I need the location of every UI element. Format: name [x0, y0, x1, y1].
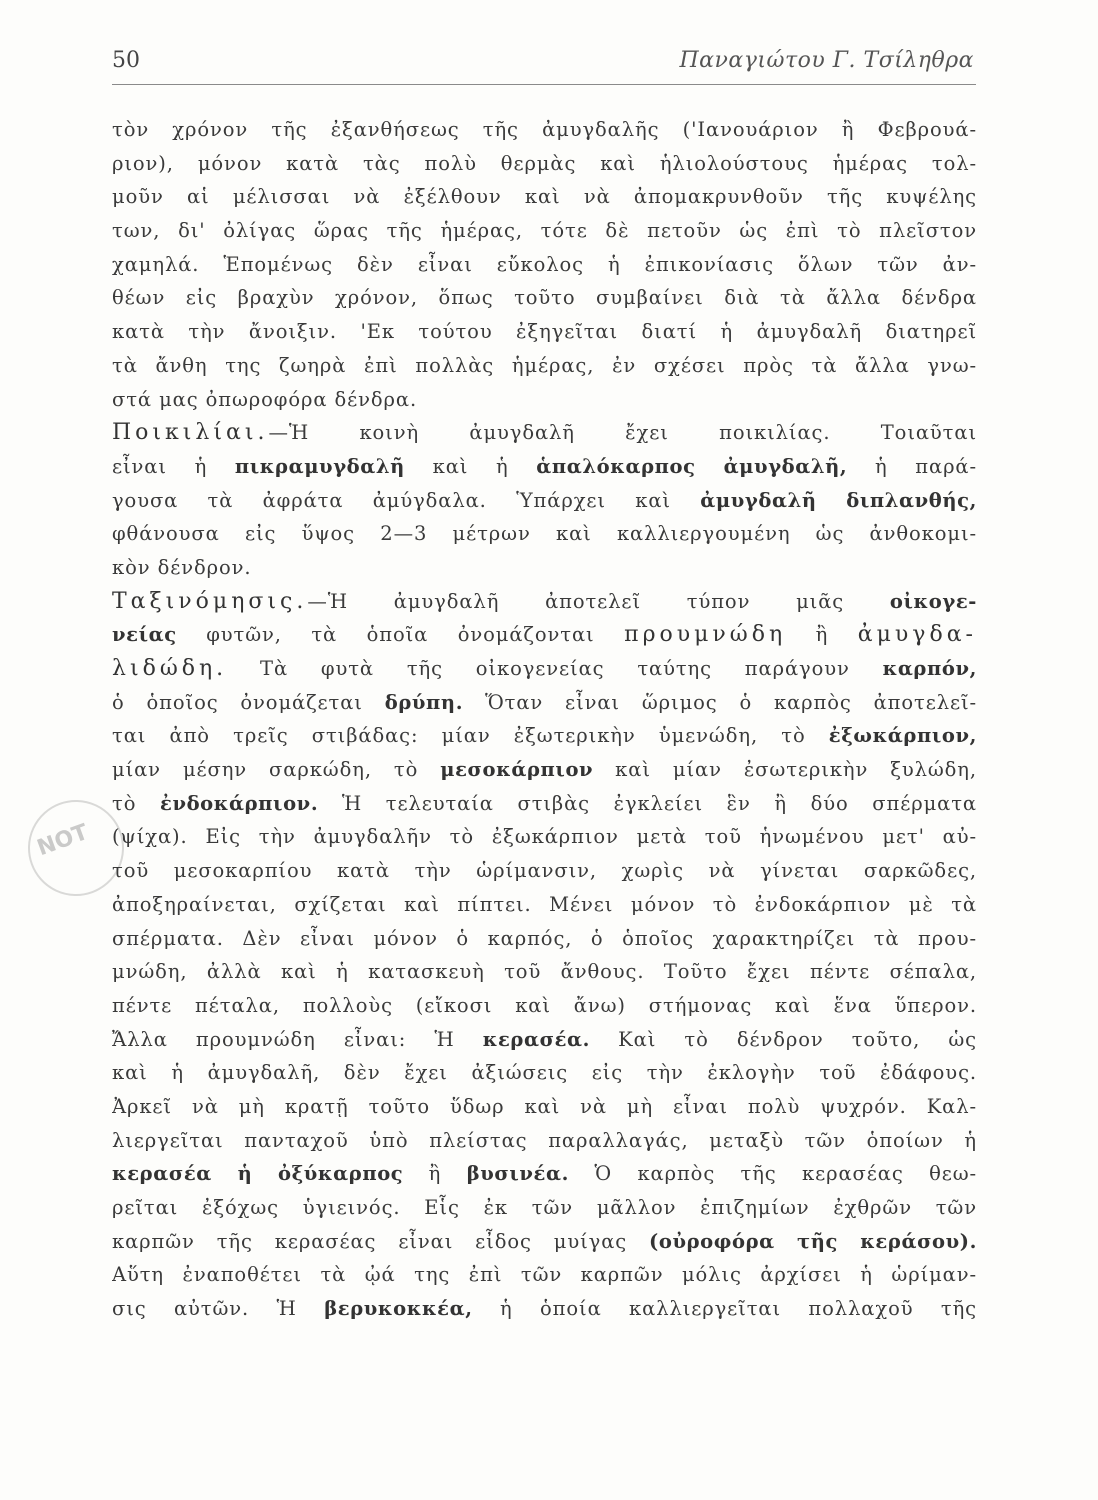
text-line — [112, 1124, 977, 1158]
text-run: Αὕτη ἐναποθέτει τὰ ᾠά της ἐπὶ τῶν καρπῶν μόλις ἀρχίσει ἡ ὡρίμαν- — [112, 1263, 977, 1287]
text-line — [112, 147, 977, 181]
text-run: Ὁ καρπὸς τῆς κερασέας θεω- — [568, 1162, 977, 1186]
text-run: ἀποξηραίνεται, σχίζεται καὶ πίπτει. Μένει μόνον τὸ ἐνδοκάρπιον μὲ τὰ — [112, 892, 977, 916]
text-line — [112, 1090, 977, 1124]
spaced-heading: λιδώδη. — [112, 656, 228, 681]
text-line — [112, 1023, 977, 1057]
text-run: τὸ — [112, 791, 160, 815]
text-line — [112, 922, 977, 956]
text-line — [112, 753, 977, 787]
text-run: σις αὐτῶν. Ἡ — [112, 1297, 325, 1321]
text-run: των, δι' ὀλίγας ὥρας τῆς ἡμέρας, τότε δὲ πετοῦν ὡς ἐπὶ τὸ πλεῖστον — [112, 219, 977, 243]
text-line — [112, 315, 977, 349]
text-run: ἢ — [786, 623, 858, 647]
text-run: ἡ παρά- — [847, 454, 977, 478]
text-line — [112, 214, 977, 248]
stamp-text: ΝΟΤ — [33, 819, 92, 862]
bold-term: βυσινέα. — [466, 1162, 569, 1186]
text-run: καρπῶν τῆς κερασέας εἶναι εἶδος μυίγας — [112, 1229, 650, 1253]
spaced-heading: προυμνώδη — [624, 622, 787, 648]
text-line — [112, 652, 977, 686]
text-run: —Ἡ κοινὴ ἀμυγδαλῆ ἔχει ποικιλίας. Τοιαῦται — [268, 421, 977, 445]
text-line — [112, 989, 977, 1023]
bold-term: δρύπη. — [384, 690, 464, 714]
text-line — [112, 113, 977, 147]
text-line — [112, 719, 977, 753]
bold-term: μεσοκάρπιον — [440, 758, 594, 782]
text-line — [112, 585, 977, 619]
text-line — [112, 517, 977, 551]
text-line — [112, 450, 977, 484]
text-run: φθάνουσα εἰς ὕψος 2—3 μέτρων καὶ καλλιεργουμένη ὡς ἀνθοκομι- — [112, 522, 977, 546]
text-line — [112, 281, 977, 315]
text-run: ριον), μόνον κατὰ τὰς πολὺ θερμὰς καὶ ἡλιολούστους ἡμέρας τολ- — [112, 151, 977, 175]
text-run: εἶναι ἡ — [112, 454, 235, 478]
text-run: στά μας ὀπωροφόρα δένδρα. — [112, 387, 418, 411]
text-run: ἡ ὁποία καλλιεργεῖται πολλαχοῦ τῆς — [472, 1297, 977, 1321]
text-line — [112, 1056, 977, 1090]
text-line — [112, 1292, 977, 1326]
text-run: τὰ ἄνθη της ζωηρὰ ἐπὶ πολλὰς ἡμέρας, ἐν σχέσει πρὸς τὰ ἄλλα γνω- — [112, 353, 977, 377]
bold-term: ἐξωκάρπιον, — [828, 724, 977, 748]
text-line — [112, 551, 977, 585]
text-line — [112, 1157, 977, 1191]
bold-term: οἰκογε- — [889, 589, 977, 613]
bold-term: νείας — [112, 623, 177, 647]
text-line — [112, 955, 977, 989]
text-line — [112, 820, 977, 854]
text-run: Ἡ τελευταία στιβὰς ἐγκλείει ἓν ἢ δύο σπέρματα — [318, 791, 977, 815]
bold-term: καρπόν, — [882, 657, 977, 680]
text-run: φυτῶν, τὰ ὁποῖα ὀνομάζονται — [176, 623, 625, 647]
text-run: καὶ ἡ — [404, 454, 537, 478]
text-run: γουσα τὰ ἀφράτα ἀμύγδαλα. Ὑπάρχει καὶ — [112, 488, 701, 512]
text-run: Τὰ φυτὰ τῆς οἰκογενείας ταύτης παράγουν — [227, 657, 883, 680]
text-line — [112, 416, 977, 450]
text-run: ἢ — [403, 1162, 467, 1186]
text-run: σπέρματα. Δὲν εἶναι μόνον ὁ καρπός, ὁ ὁποῖος χαρακτηρίζει τὰ πρου- — [112, 926, 977, 950]
text-line — [112, 787, 977, 821]
text-run: κὸν δένδρον. — [112, 555, 252, 579]
text-run: καὶ ἡ ἀμυγδαλῆ, δὲν ἔχει ἀξιώσεις εἰς τὴν ἐκλογὴν τοῦ ἐδάφους. — [112, 1061, 977, 1085]
text-line — [112, 686, 977, 720]
text-run: λιεργεῖται πανταχοῦ ὑπὸ πλείστας παραλλαγάς, μεταξὺ τῶν ὁποίων ἡ — [112, 1128, 977, 1152]
text-run: Ἄλλα προυμνώδη εἶναι: Ἡ — [112, 1027, 483, 1051]
text-run: μοῦν αἱ μέλισσαι νὰ ἐξέλθουν καὶ νὰ ἀπομακρυνθοῦν τῆς κυψέλης — [112, 185, 977, 209]
text-run: Ἀρκεῖ νὰ μὴ κρατῇ τοῦτο ὕδωρ καὶ νὰ μὴ εἶναι πολὺ ψυχρόν. Καλ- — [112, 1094, 977, 1118]
text-line — [112, 1258, 977, 1292]
page-number: 50 — [112, 48, 140, 73]
text-line — [112, 349, 977, 383]
text-run: κατὰ τὴν ἄνοιξιν. 'Εκ τούτου ἐξηγεῖται διατί ἡ ἀμυγδαλῆ διατηρεῖ — [112, 320, 977, 344]
page-header — [112, 44, 976, 85]
text-line — [112, 1191, 977, 1225]
text-line — [112, 618, 977, 652]
text-run: θέων εἰς βραχὺν χρόνον, ὅπως τοῦτο συμβαίνει διὰ τὰ ἄλλα δένδρα — [112, 286, 977, 310]
text-run: —Ἡ ἀμυγδαλῆ ἀποτελεῖ τύπον μιᾶς — [307, 589, 890, 613]
bold-term: ἀμυγδαλῆ διπλανθής, — [700, 488, 977, 512]
text-run: Ὅταν εἶναι ὥριμος ὁ καρπὸς ἀποτελεῖ- — [463, 690, 977, 714]
text-run: (ψίχα). Εἰς τὴν ἀμυγδαλῆν τὸ ἐξωκάρπιον μετὰ τοῦ ἡνωμένου μετ' αὐ- — [112, 825, 977, 849]
text-run: ται ἀπὸ τρεῖς στιβάδας: μίαν ἐξωτερικὴν ὑμενώδη, τὸ — [112, 724, 829, 748]
text-line — [112, 248, 977, 282]
spaced-heading: Ταξινόμησις. — [112, 588, 308, 614]
text-run: πέντε πέταλα, πολλοὺς (εἴκοσι καὶ ἄνω) στήμονας καὶ ἕνα ὕπερον. — [112, 993, 977, 1017]
text-line — [112, 180, 977, 214]
spaced-heading: Ποικιλίαι. — [112, 420, 269, 446]
text-line — [112, 383, 977, 417]
bold-term: βερυκοκκέα, — [324, 1297, 473, 1321]
text-line — [112, 854, 977, 888]
text-run: μνώδη, ἀλλὰ καὶ ἡ κατασκευὴ τοῦ ἄνθους. Τοῦτο ἔχει πέντε σέπαλα, — [112, 960, 977, 984]
spaced-heading: ἀμυγδα- — [857, 622, 977, 648]
text-run: τοῦ μεσοκαρπίου κατὰ τὴν ὡρίμανσιν, χωρὶς νὰ γίνεται σαρκῶδες, — [112, 859, 977, 883]
text-run: ὁ ὁποῖος ὀνομάζεται — [112, 690, 385, 714]
bold-term: κερασέα. — [482, 1027, 591, 1051]
text-line — [112, 1225, 977, 1259]
running-title: Παναγιώτου Γ. Τσίληθρα — [679, 48, 974, 73]
body-text — [112, 113, 977, 1326]
text-run: τὸν χρόνον τῆς ἐξανθήσεως τῆς ἀμυγδαλῆς ('Ιανουάριον ἢ Φεβρουά- — [112, 118, 977, 141]
text-run: Καὶ τὸ δένδρον τοῦτο, ὡς — [590, 1027, 977, 1051]
bold-term: ἐνδοκάρπιον. — [159, 791, 319, 815]
bold-term: (οὐροφόρα τῆς κεράσου). — [649, 1229, 977, 1253]
text-line — [112, 484, 977, 518]
text-run: ρεῖται ἐξόχως ὑγιεινός. Εἷς ἐκ τῶν μᾶλλον ἐπιζημίων ἐχθρῶν τῶν — [112, 1196, 977, 1219]
text-run: χαμηλά. Ἑπομένως δὲν εἶναι εὔκολος ἡ ἐπικονίασις ὅλων τῶν ἀν- — [112, 252, 977, 276]
text-line — [112, 888, 977, 922]
bold-term: πικραμυγδαλῆ — [234, 454, 405, 478]
bold-term: ἁπαλόκαρπος ἀμυγδαλῆ, — [536, 454, 848, 478]
text-run: καὶ μίαν ἐσωτερικὴν ξυλώδη, — [593, 758, 977, 782]
text-run: μίαν μέσην σαρκώδη, τὸ — [112, 758, 441, 782]
bold-term: κερασέα ἡ ὀξύκαρπος — [112, 1162, 404, 1186]
